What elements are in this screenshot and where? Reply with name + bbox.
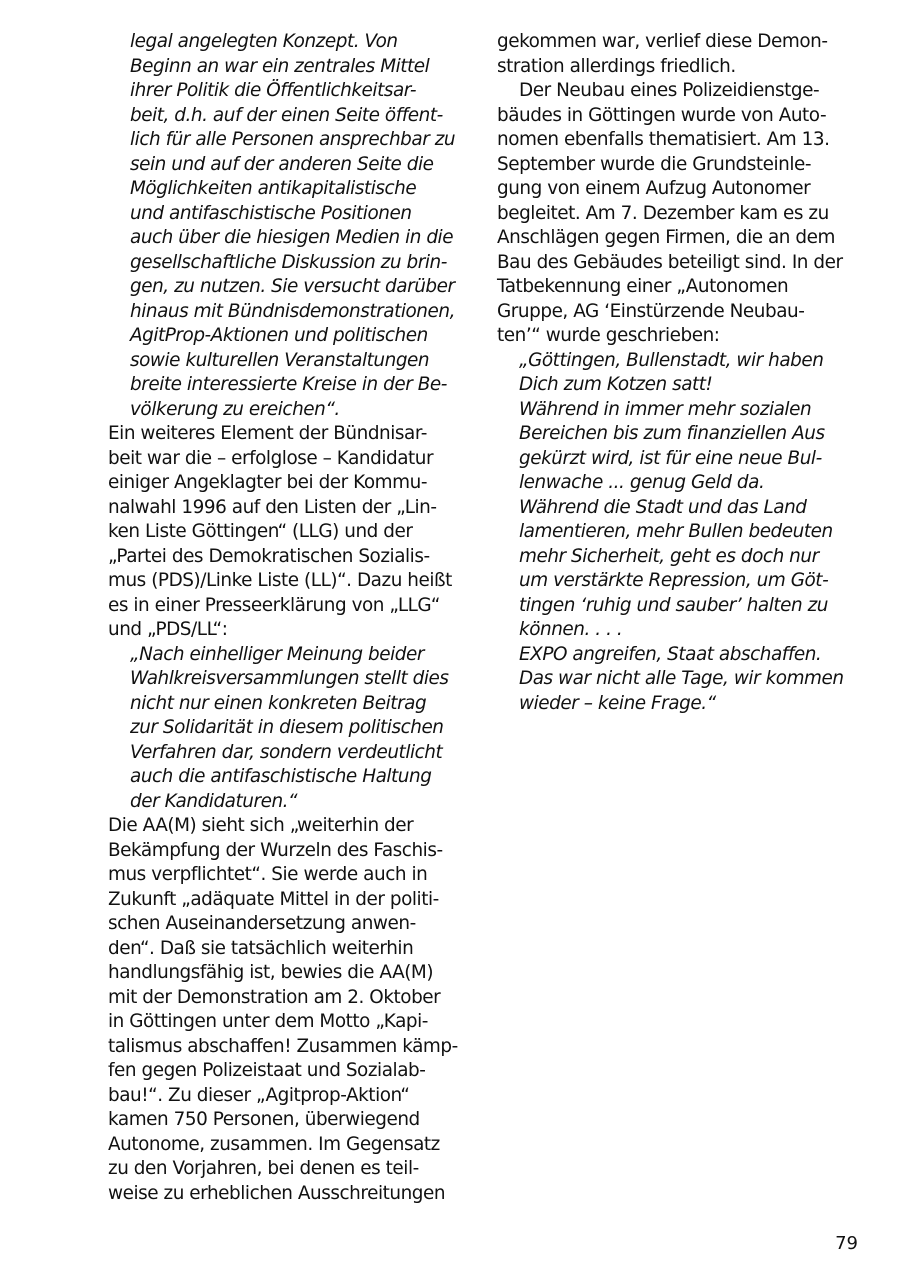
paragraph-aam (108, 814, 480, 1206)
text-line: sein und auf der anderen Seite die (130, 153, 434, 175)
text-line: lenwache ... genug Geld da. (519, 472, 765, 493)
text-line: völkerung zu ereichen“. (130, 398, 340, 420)
text-line: lich für alle Personen ansprechbar zu (130, 129, 456, 150)
text-line: hinaus mit Bündnisdemonstrationen, (130, 300, 455, 322)
text-line: Möglichkeiten antikapitalistische (130, 178, 417, 199)
text-line: schen Auseinandersetzung anwen- (108, 913, 416, 934)
text-line: Wahlkreisversammlungen stellt dies (130, 668, 449, 689)
text-line: nalwahl 1996 auf den Listen der „Lin- (108, 496, 437, 518)
text-line: Gruppe, AG ‘Einstürzende Neubau- (497, 300, 805, 322)
text-line: der Kandidaturen.“ (130, 790, 298, 812)
text-line: ken Liste Göttingen“ (LLG) und der (108, 521, 413, 542)
text-line: Bereichen bis zum finanziellen Aus (519, 423, 825, 444)
text-line: Das war nicht alle Tage, wir kommen (519, 668, 844, 689)
page-number: 79 (835, 1233, 858, 1254)
text-line: Tatbekennung einer „Autonomen (497, 276, 789, 297)
text-line: beit, d.h. auf der einen Seite öffent- (130, 104, 443, 126)
text-line: gekommen war, verlief diese Demon- (497, 31, 828, 52)
text-line: Zukunft „adäquate Mittel in der politi- (108, 888, 439, 910)
quote-block-press-release (108, 643, 480, 815)
text-line: Verfahren dar, sondern verdeutlicht (130, 741, 443, 763)
text-line: Autonome, zusammen. Im Gegensatz (108, 1133, 440, 1155)
text-line: ihrer Politik die Öffentlichkeitsar- (130, 80, 417, 101)
quote-block-concept (108, 30, 480, 422)
text-line: breite interessierte Kreise in der Be- (130, 374, 447, 395)
text-line: Während die Stadt und das Land (519, 496, 807, 518)
text-line: um verstärkte Repression, um Göt- (519, 570, 829, 591)
text-line: gesellschaftliche Diskussion zu brin- (130, 251, 447, 273)
text-line: handlungsfähig ist, bewies die AA(M) (108, 962, 434, 983)
text-line: es in einer Presseerklärung von „LLG“ (108, 594, 440, 616)
text-line: fen gegen Polizeistaat und Sozialab- (108, 1060, 426, 1081)
text-line: Beginn an war ein zentrales Mittel (130, 55, 430, 77)
text-line: Die AA(M) sieht sich „weiterhin der (108, 815, 414, 836)
text-line: Ein weiteres Element der Bündnisar- (108, 423, 427, 444)
text-line: Während in immer mehr sozialen (519, 398, 812, 420)
text-line: talismus abschaffen! Zusammen kämp- (108, 1035, 458, 1057)
text-line: lamentieren, mehr Bullen bedeuten (519, 521, 833, 542)
text-line: mus (PDS)/Linke Liste (LL)“. Dazu heißt (108, 570, 452, 591)
paragraph-police-building (497, 79, 859, 349)
text-line: bäudes in Göttingen wurde von Auto- (497, 104, 827, 126)
text-line: und „PDS/LL“: (108, 619, 228, 640)
text-line: sowie kulturellen Veranstaltungen (130, 349, 430, 371)
text-line: mehr Sicherheit, geht es doch nur (519, 545, 819, 567)
text-line: AgitProp-Aktionen und politischen (130, 325, 428, 346)
text-line: zu den Vorjahren, bei denen es teil- (108, 1158, 419, 1179)
text-line: und antifaschistische Positionen (130, 202, 412, 224)
text-line: weise zu erheblichen Ausschreitungen (108, 1182, 446, 1204)
text-line: auch die antifaschistische Haltung (130, 766, 432, 787)
quote-block-claim (497, 349, 859, 717)
text-line: mus verpflichtet“. Sie werde auch in (108, 864, 428, 885)
text-line: legal angelegten Konzept. Von (130, 31, 398, 52)
text-line: beit war die – erfolglose – Kandidatur (108, 447, 434, 469)
text-line: nicht nur einen konkreten Beitrag (130, 692, 427, 714)
text-line: gen, zu nutzen. Sie versucht darüber (130, 276, 455, 297)
text-line: EXPO angreifen, Staat abschaffen. (519, 643, 822, 665)
text-line: Der Neubau eines Polizeidienstge- (519, 80, 820, 101)
text-line: auch über die hiesigen Medien in die (130, 227, 454, 248)
text-line: gekürzt wird, ist für eine neue Bul- (519, 447, 822, 469)
text-line: Anschlägen gegen Firmen, die an dem (497, 227, 835, 248)
text-line: kamen 750 Personen, überwiegend (108, 1109, 420, 1130)
text-line: Dich zum Kotzen satt! (519, 374, 713, 395)
text-line: wieder – keine Frage.“ (519, 692, 716, 714)
text-line: in Göttingen unter dem Motto „Kapi- (108, 1011, 428, 1032)
right-column (497, 30, 859, 716)
text-line: zur Solidarität in diesem politischen (130, 717, 444, 738)
paragraph-alliance (108, 422, 480, 643)
text-line: einiger Angeklagter bei der Kommu- (108, 472, 427, 493)
text-line: „Göttingen, Bullenstadt, wir haben (519, 349, 824, 371)
text-line: Bau des Gebäudes beteiligt sind. In der (497, 251, 843, 273)
text-line: stration allerdings friedlich. (497, 55, 736, 77)
left-column (108, 30, 480, 1206)
text-line: gung von einem Aufzug Autonomer (497, 178, 811, 199)
text-line: den“. Daß sie tatsächlich weiterhin (108, 937, 414, 959)
text-line: mit der Demonstration am 2. Oktober (108, 986, 441, 1008)
text-line: können. . . . (519, 619, 623, 640)
text-line: „Nach einhelliger Meinung beider (130, 643, 424, 665)
text-line: bau!“. Zu dieser „Agitprop-Aktion“ (108, 1084, 410, 1106)
text-line: nomen ebenfalls thematisiert. Am 13. (497, 129, 830, 150)
text-line: ten’“ wurde geschrieben: (497, 325, 720, 346)
text-line: tingen ‘ruhig und sauber’ halten zu (519, 594, 829, 616)
text-line: Bekämpfung der Wurzeln des Faschis- (108, 839, 443, 861)
paragraph-demonstration-end (497, 30, 859, 79)
text-line: „Partei des Demokratischen Sozialis- (108, 545, 430, 567)
text-line: September wurde die Grundsteinle- (497, 153, 812, 175)
text-line: begleitet. Am 7. Dezember kam es zu (497, 202, 829, 224)
